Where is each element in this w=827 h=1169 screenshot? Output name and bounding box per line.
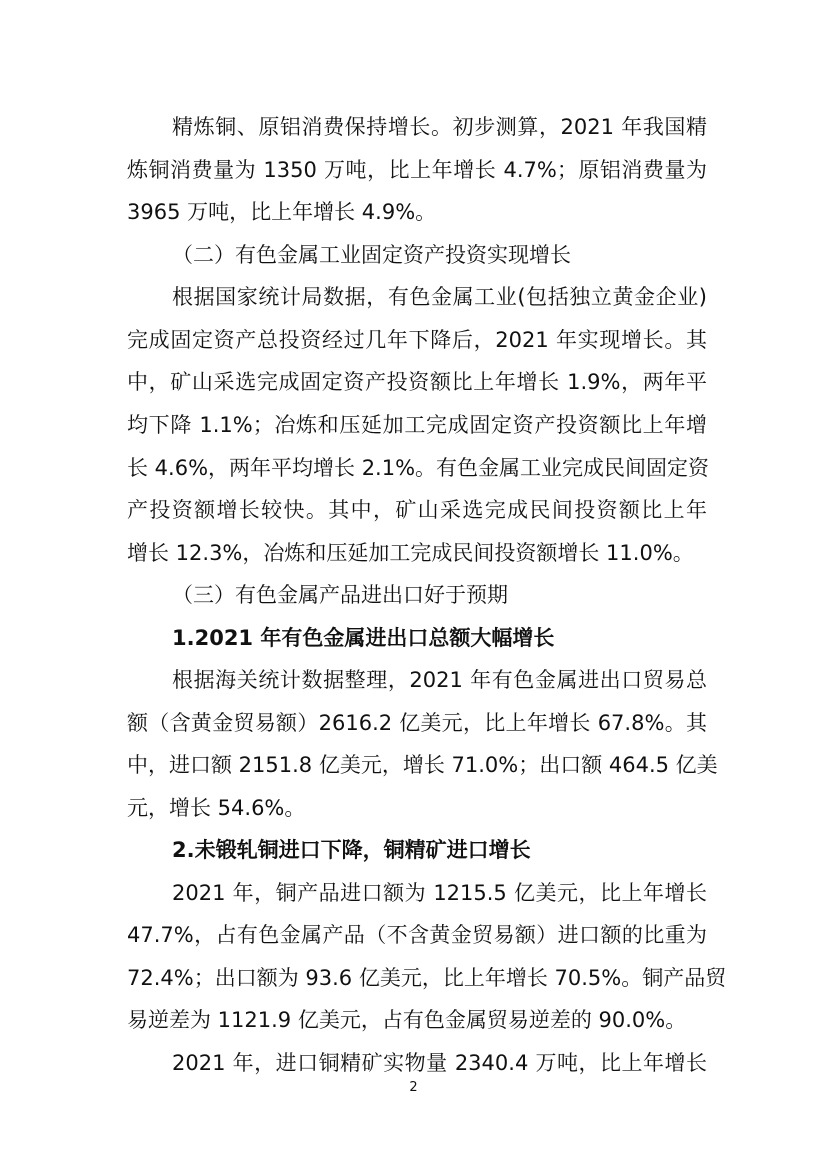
paragraph-line: 中，进口额 2151.8 亿美元，增长 71.0%；出口额 464.5 亿美	[127, 753, 718, 777]
paragraph-line: 增长 12.3%，冶炼和压延加工完成民间投资额增长 11.0%。	[127, 541, 694, 565]
paragraph-line: 产投资额增长较快。其中，矿山采选完成民间投资额比上年	[127, 498, 707, 522]
section-heading: （三）有色金属产品进出口好于预期	[172, 583, 508, 607]
subsection-heading: 1.2021 年有色金属进出口总额大幅增长	[172, 626, 555, 650]
paragraph-line: 元，增长 54.6%。	[127, 796, 306, 820]
paragraph-line: 中，矿山采选完成固定资产投资额比上年增长 1.9%，两年平	[127, 370, 707, 394]
paragraph-line: 根据海关统计数据整理，2021 年有色金属进出口贸易总	[172, 668, 707, 692]
subsection-heading: 2.未锻轧铜进口下降，铜精矿进口增长	[172, 838, 531, 862]
paragraph-line: 精炼铜、原铝消费保持增长。初步测算，2021 年我国精	[172, 115, 707, 139]
page-number: 2	[409, 1080, 418, 1095]
paragraph-line: 72.4%；出口额为 93.6 亿美元，比上年增长 70.5%。铜产品贸	[127, 966, 727, 990]
paragraph-line: 根据国家统计局数据，有色金属工业(包括独立黄金企业)	[172, 285, 707, 309]
paragraph-line: 均下降 1.1%；冶炼和压延加工完成固定资产投资额比上年增	[127, 413, 707, 437]
paragraph-line: 易逆差为 1121.9 亿美元，占有色金属贸易逆差的 90.0%。	[127, 1008, 687, 1032]
paragraph-line: 额（含黄金贸易额）2616.2 亿美元，比上年增长 67.8%。其	[127, 711, 707, 735]
paragraph-line: 完成固定资产总投资经过几年下降后，2021 年实现增长。其	[127, 328, 707, 352]
paragraph-line: 2021 年，铜产品进口额为 1215.5 亿美元，比上年增长	[172, 881, 707, 905]
paragraph-line: 长 4.6%，两年平均增长 2.1%。有色金属工业完成民间固定资	[127, 456, 710, 480]
section-heading: （二）有色金属工业固定资产投资实现增长	[172, 243, 571, 267]
paragraph-line: 2021 年，进口铜精矿实物量 2340.4 万吨，比上年增长	[172, 1051, 707, 1075]
paragraph-line: 47.7%，占有色金属产品（不含黄金贸易额）进口额的比重为	[127, 923, 707, 947]
paragraph-line: 炼铜消费量为 1350 万吨，比上年增长 4.7%；原铝消费量为	[127, 158, 707, 182]
paragraph-line: 3965 万吨，比上年增长 4.9%。	[127, 200, 437, 224]
